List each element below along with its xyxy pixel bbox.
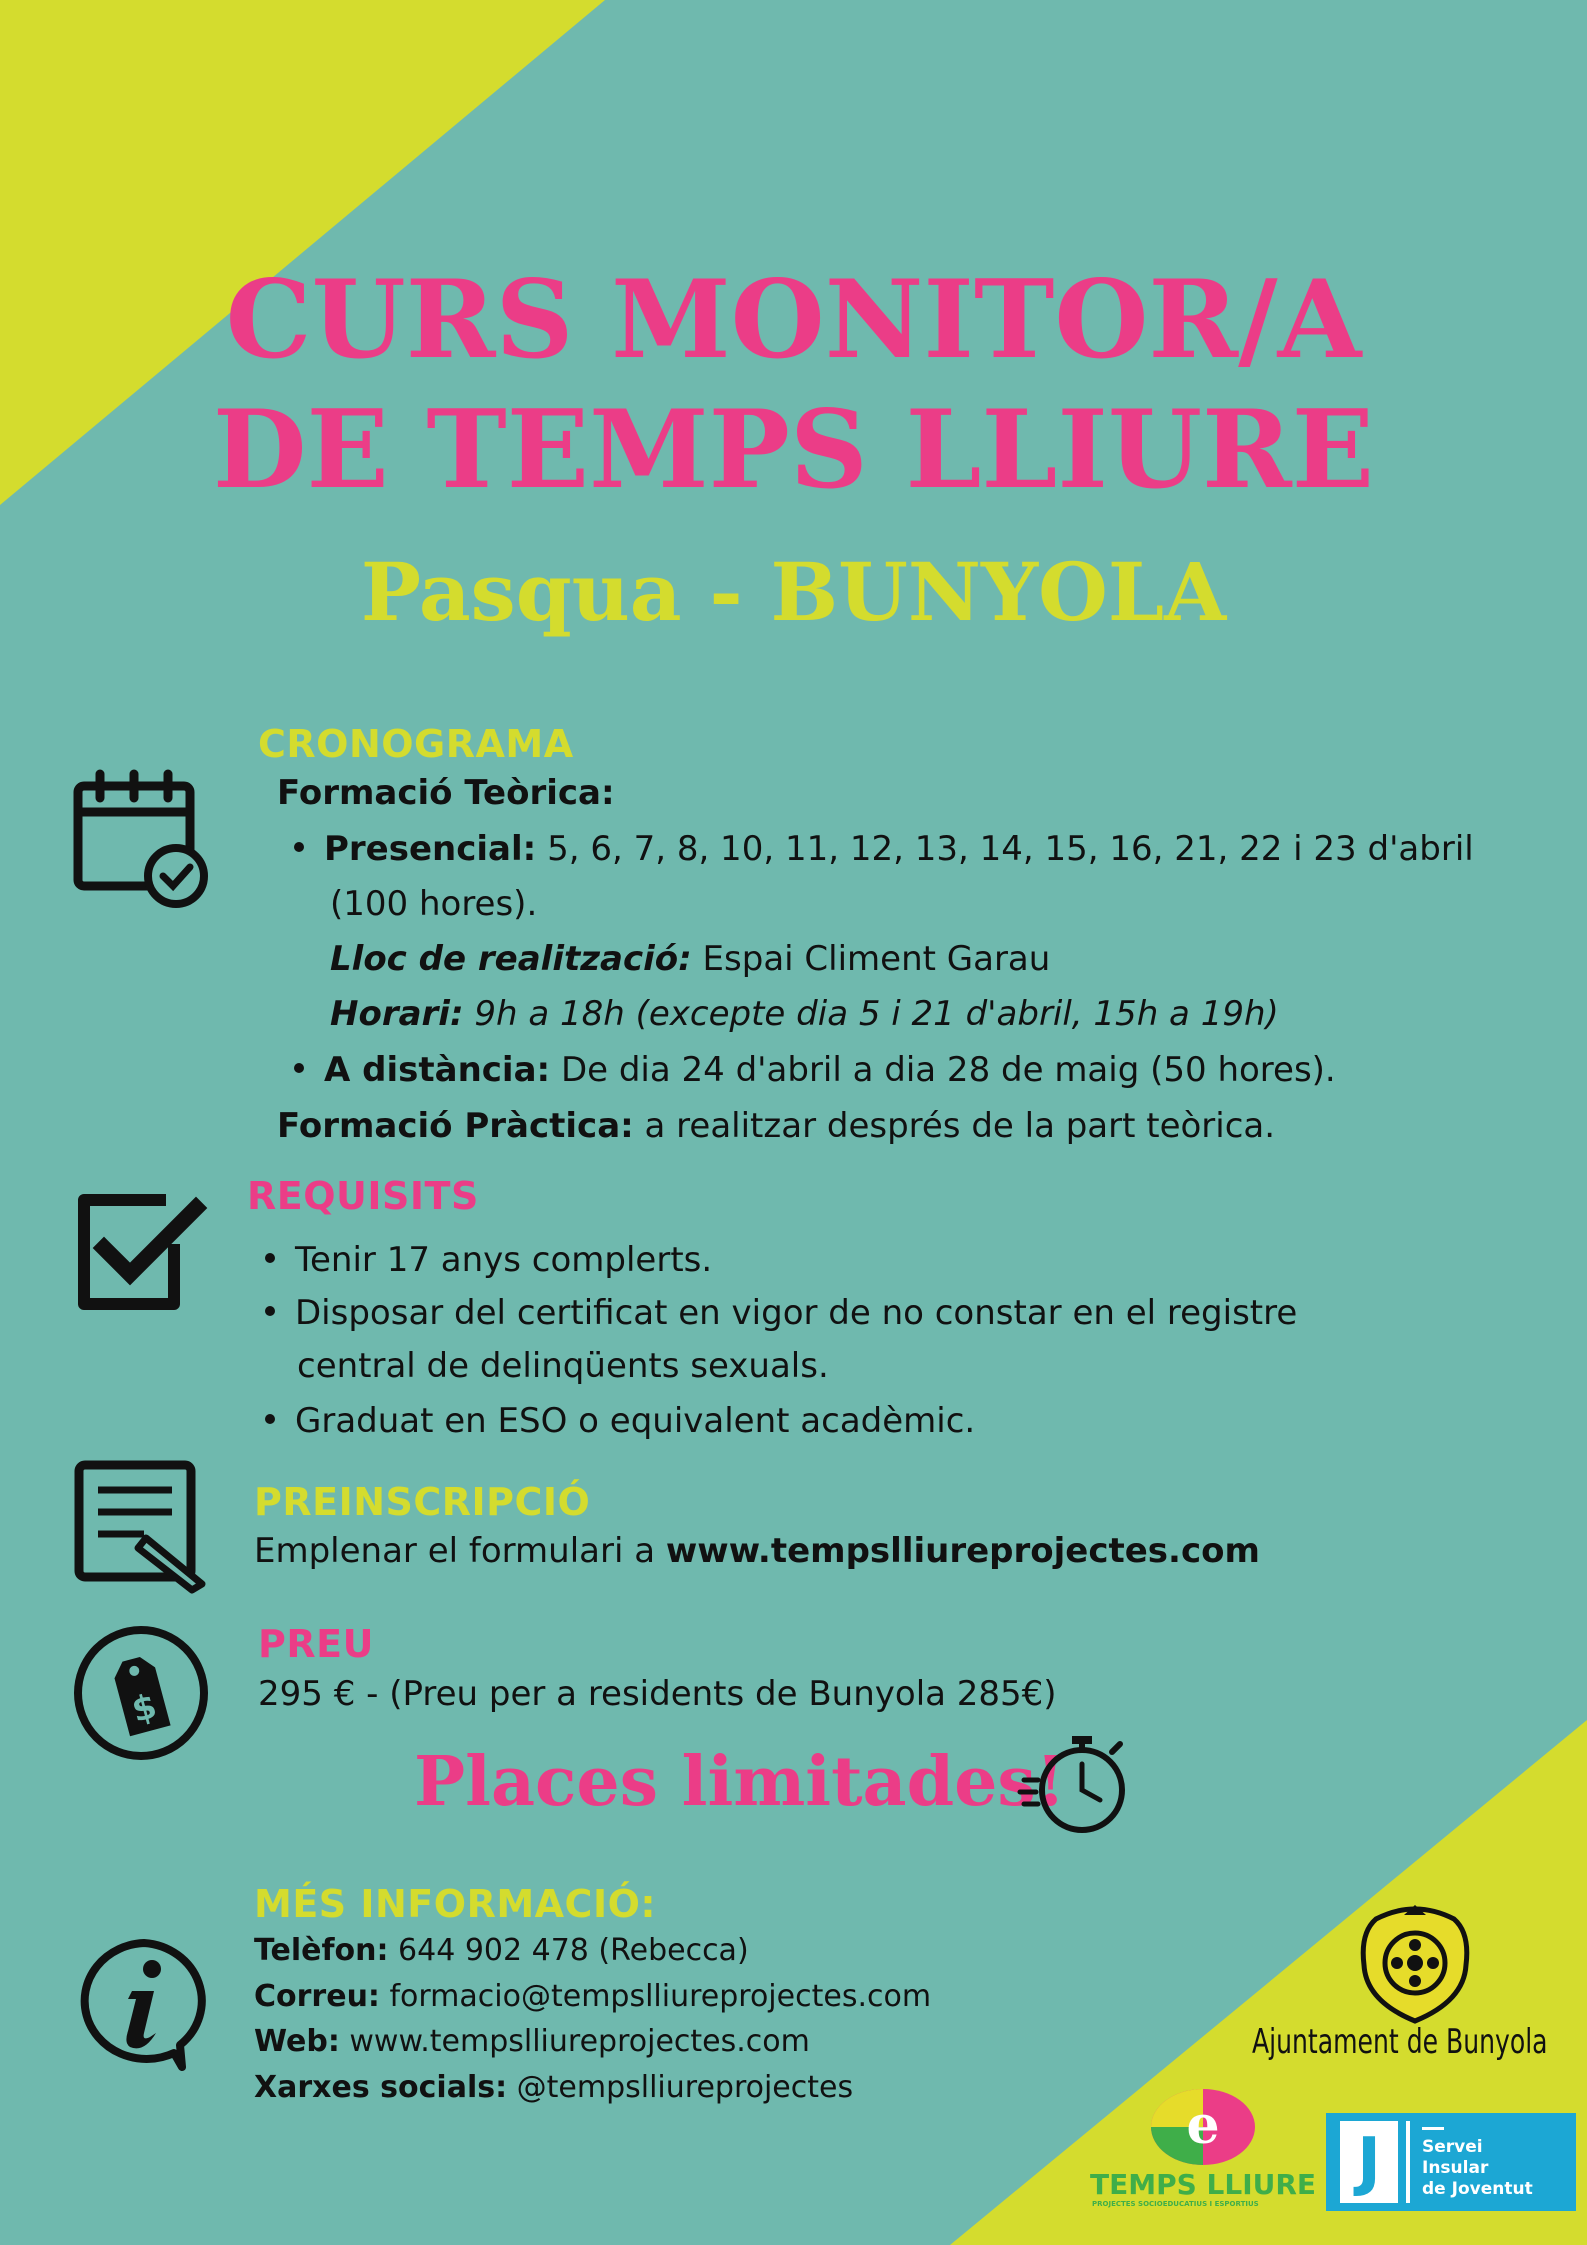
requisit-item-continued: central de delinqüents sexuals. — [297, 1346, 829, 1386]
distancia-line: A distància: De dia 24 d'abril a dia 28 de maig (50 hores). — [294, 1043, 1336, 1098]
preinscripcio-line: Emplenar el formulari a www.tempslliureprojectes.com — [254, 1531, 1260, 1571]
price-tag-icon — [72, 1624, 210, 1762]
horari-line: Horari: 9h a 18h (excepte dia 5 i 21 d'abril, 15h a 19h) — [330, 994, 1279, 1034]
temps-lliure-logo-icon — [1148, 2085, 1258, 2170]
teorica-label: Formació Teòrica: — [277, 773, 615, 813]
main-title — [0, 255, 1587, 515]
practica-line: Formació Pràctica: a realitzar després de la part teòrica. — [277, 1106, 1276, 1146]
requisit-item: Tenir 17 anys complerts. — [265, 1233, 712, 1288]
preinscripcio-heading: PREINSCRIPCIÓ — [254, 1480, 591, 1524]
servei-text: Servei Insular de Joventut — [1422, 2137, 1533, 2199]
requisits-heading: REQUISITS — [247, 1174, 479, 1218]
cronograma-heading: CRONOGRAMA — [258, 722, 574, 766]
info-web: Web: www.tempslliureprojectes.com — [254, 2024, 810, 2059]
checkbox-icon — [76, 1190, 206, 1315]
form-pen-icon — [74, 1460, 209, 1590]
lloc-line: Lloc de realització: Espai Climent Garau — [330, 939, 1051, 979]
preinscripcio-link[interactable]: www.tempslliureprojectes.com — [665, 1531, 1260, 1571]
temps-lliure-label: TEMPS LLIURE — [1090, 2168, 1317, 2201]
title-line-2: DE TEMPS LLIURE — [212, 387, 1375, 513]
presencial-line: Presencial: 5, 6, 7, 8, 10, 11, 12, 13, 14, 15, 16, 21, 22 i 23 d'abril — [294, 822, 1474, 877]
svg-text:e: e — [1186, 2095, 1220, 2156]
svg-text:$: $ — [127, 1686, 161, 1731]
info-xarxes: Xarxes socials: @tempslliureprojectes — [254, 2070, 854, 2105]
calendar-check-icon — [72, 772, 212, 907]
presencial-hours: (100 hores). — [330, 884, 538, 924]
temps-lliure-sub: PROJECTES SOCIOEDUCATIUS I ESPORTIUS — [1092, 2200, 1259, 2208]
info-telefon: Telèfon: 644 902 478 (Rebecca) — [254, 1933, 749, 1968]
requisit-item: Disposar del certificat en vigor de no constar en el registre — [265, 1286, 1297, 1341]
preu-text: 295 € - (Preu per a residents de Bunyola 285€) — [258, 1674, 1057, 1714]
info-heading: MÉS INFORMACIÓ: — [254, 1882, 657, 1926]
info-bubble-icon — [74, 1935, 214, 2075]
title-line-1: CURS MONITOR/A — [225, 257, 1362, 383]
ajuntament-seal-icon — [1356, 1905, 1474, 2025]
requisit-item: Graduat en ESO o equivalent acadèmic. — [265, 1394, 975, 1449]
servei-letter: J — [1340, 2121, 1398, 2203]
places-limitades: Places limitades! — [414, 1742, 1066, 1822]
preu-heading: PREU — [258, 1622, 374, 1666]
ajuntament-label: Ajuntament de Bunyola — [1252, 2022, 1548, 2062]
info-correu: Correu: formacio@tempslliureprojectes.com — [254, 1979, 932, 2014]
subtitle: Pasqua - BUNYOLA — [360, 545, 1227, 639]
servei-insular-logo — [1326, 2113, 1576, 2211]
stopwatch-icon — [1020, 1730, 1130, 1840]
